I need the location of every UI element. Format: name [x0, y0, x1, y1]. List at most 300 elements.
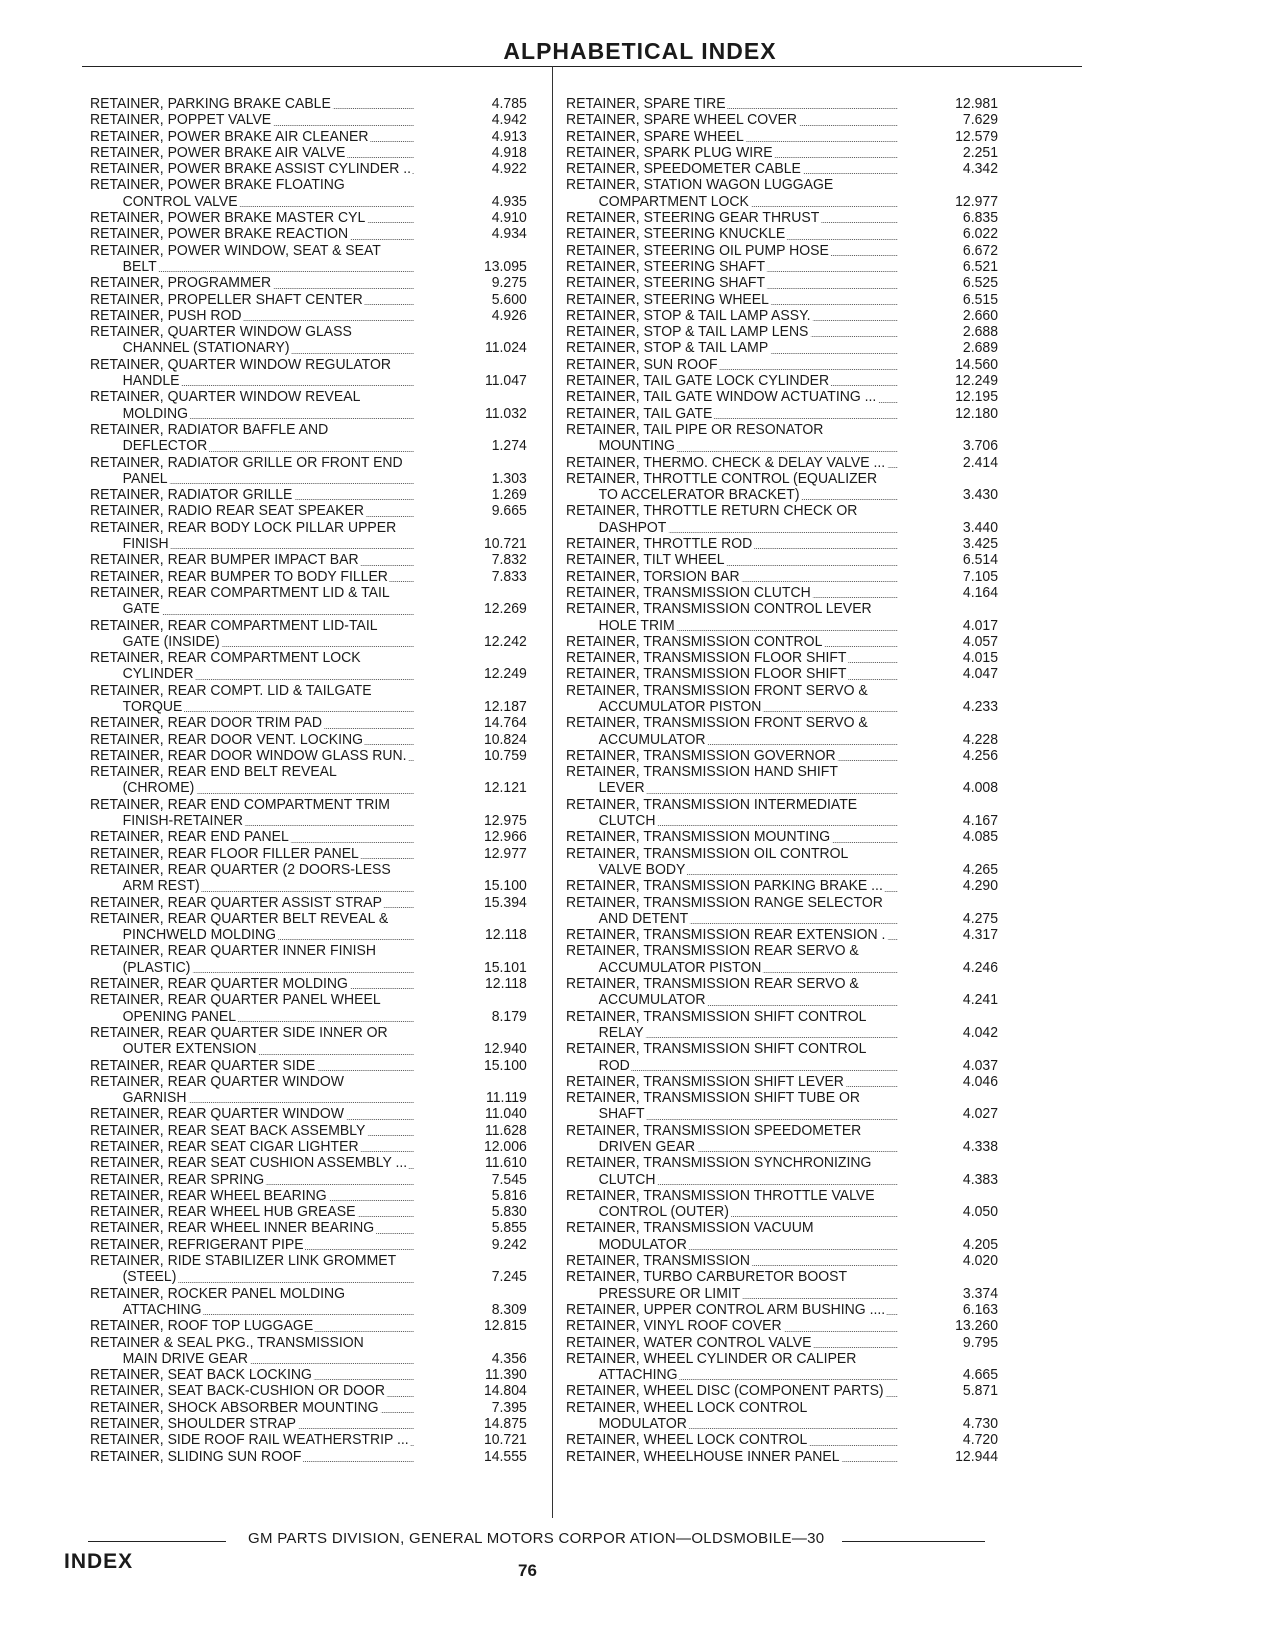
entry-page-ref: 12.269: [483, 601, 527, 618]
entry-page-ref: 4.665: [962, 1367, 998, 1384]
entry-text: (PLASTIC): [90, 960, 192, 976]
entry-text: RETAINER, TAIL GATE: [566, 405, 713, 422]
entry-text: RETAINER, THROTTLE ROD: [566, 536, 753, 553]
entry-text: RETAINER, UPPER CONTROL ARM BUSHING ....: [566, 1301, 886, 1318]
index-entry: [90, 780, 527, 796]
entry-text: RETAINER, REAR BODY LOCK PILLAR UPPER: [90, 519, 397, 536]
entry-text: RETAINER, REAR QUARTER MOLDING: [90, 976, 348, 993]
entry-text: RETAINER, WHEEL DISC (COMPONENT PARTS): [566, 1383, 884, 1400]
index-entry: [90, 1253, 527, 1269]
entry-text: RETAINER, REAR QUARTER SIDE: [90, 1057, 316, 1074]
entry-page-ref: 2.689: [962, 340, 998, 357]
index-entry: [90, 210, 527, 226]
index-entry: [90, 340, 527, 356]
entry-page-ref: 6.521: [962, 258, 998, 275]
index-entry: [90, 324, 527, 340]
entry-page-ref: 4.926: [491, 307, 527, 324]
index-entry: [566, 976, 998, 992]
index-entry: [90, 357, 527, 373]
entry-text: RETAINER, TAIL GATE LOCK CYLINDER: [566, 373, 830, 390]
index-entry: [90, 145, 527, 161]
index-entry: [566, 438, 998, 454]
entry-page-ref: 3.374: [962, 1285, 998, 1302]
index-entry: [566, 536, 998, 552]
entry-page-ref: 5.600: [491, 291, 527, 308]
entry-text: RETAINER, STOP & TAIL LAMP: [566, 340, 769, 357]
entry-text: RETAINER, REAR QUARTER WINDOW: [90, 1106, 345, 1123]
entry-text: LEVER: [566, 780, 647, 796]
index-entry: [90, 585, 527, 601]
entry-text: TORQUE: [90, 699, 184, 715]
entry-text: RETAINER, TRANSMISSION HAND SHIFT: [566, 764, 838, 781]
entry-text: RETAINER, REAR SPRING: [90, 1171, 265, 1188]
entry-page-ref: 1.269: [491, 487, 527, 504]
index-entry: [90, 895, 527, 911]
index-entry: [90, 699, 527, 715]
entry-text: RETAINER, REAR DOOR WINDOW GLASS RUN.: [90, 747, 407, 764]
index-entry: [90, 732, 527, 748]
index-entry: [566, 992, 998, 1008]
index-entry: [90, 911, 527, 927]
index-entry: [566, 927, 998, 943]
entry-page-ref: 14.875: [483, 1416, 527, 1433]
entry-text: RETAINER, REAR FLOOR FILLER PANEL: [90, 845, 359, 862]
entry-text: ACCUMULATOR PISTON: [566, 960, 763, 976]
index-entry: [90, 650, 527, 666]
index-entry: [566, 1009, 998, 1025]
entry-page-ref: 4.922: [491, 161, 527, 178]
entry-text: RETAINER, TAIL GATE WINDOW ACTUATING ...: [566, 389, 877, 406]
entry-page-ref: 4.057: [962, 633, 998, 650]
index-entry: [566, 1449, 998, 1465]
entry-text: RETAINER, THROTTLE CONTROL (EQUALIZER: [566, 470, 878, 487]
entry-text: RETAINER, REAR COMPT. LID & TAILGATE: [90, 682, 372, 699]
entry-page-ref: 1.303: [491, 470, 527, 487]
index-entry: [566, 210, 998, 226]
index-entry: [90, 471, 527, 487]
entry-page-ref: 5.855: [491, 1220, 527, 1237]
index-entry: [90, 1106, 527, 1122]
index-entry: [566, 748, 998, 764]
index-entry: [90, 536, 527, 552]
entry-page-ref: 11.032: [484, 405, 527, 422]
entry-text: ACCUMULATOR: [566, 992, 707, 1008]
entry-text: RELAY: [566, 1025, 645, 1041]
entry-text: PANEL: [90, 471, 169, 487]
entry-text: RETAINER, TRANSMISSION SHIFT CONTROL: [566, 1008, 867, 1025]
entry-text: RETAINER, WATER CONTROL VALVE: [566, 1334, 812, 1351]
entry-text: RETAINER, STEERING OIL PUMP HOSE: [566, 242, 829, 259]
index-entry: [90, 715, 527, 731]
entry-text: RETAINER, ROOF TOP LUGGAGE: [90, 1318, 314, 1335]
entry-text: RETAINER, PUSH ROD: [90, 307, 242, 324]
index-entry: [566, 487, 998, 503]
column-divider: [552, 66, 553, 1518]
index-entry: [90, 1237, 527, 1253]
entry-text: RETAINER, SPARK PLUG WIRE: [566, 144, 773, 161]
entry-page-ref: 12.118: [484, 976, 527, 993]
index-entry: [90, 487, 527, 503]
entry-text: RETAINER, THERMO. CHECK & DELAY VALVE ...: [566, 454, 886, 471]
index-entry: [90, 1058, 527, 1074]
entry-text: RETAINER, TRANSMISSION FRONT SERVO &: [566, 715, 868, 732]
entry-text: RETAINER, REAR DOOR VENT. LOCKING: [90, 731, 363, 748]
entry-page-ref: 3.425: [962, 536, 998, 553]
entry-page-ref: 15.101: [483, 959, 527, 976]
entry-text: RETAINER, SIDE ROOF RAIL WEATHERSTRIP ...: [90, 1432, 409, 1449]
index-entry: [90, 618, 527, 634]
entry-page-ref: 4.017: [962, 617, 998, 634]
entry-text: MOLDING: [90, 406, 190, 422]
entry-page-ref: 4.015: [962, 650, 998, 667]
index-entry: [566, 389, 998, 405]
index-entry: [90, 177, 527, 193]
index-entry: [566, 357, 998, 373]
entry-page-ref: 4.720: [962, 1432, 998, 1449]
entry-text: RETAINER, TRANSMISSION SYNCHRONIZING: [566, 1155, 872, 1172]
entry-text: RETAINER, RADIO REAR SEAT SPEAKER: [90, 503, 365, 520]
entry-text: RETAINER, STOP & TAIL LAMP ASSY.: [566, 307, 811, 324]
entry-page-ref: 9.795: [962, 1334, 998, 1351]
entry-page-ref: 4.167: [962, 813, 998, 830]
entry-text: OUTER EXTENSION: [90, 1041, 258, 1057]
page-title: ALPHABETICAL INDEX: [503, 38, 777, 64]
entry-page-ref: 12.006: [483, 1139, 527, 1155]
entry-text: OPENING PANEL: [90, 1009, 238, 1025]
entry-page-ref: 4.290: [962, 878, 998, 895]
entry-text: RETAINER, STEERING SHAFT: [566, 258, 766, 275]
index-entry: [566, 829, 998, 845]
index-entry: [90, 1041, 527, 1057]
entry-text: RETAINER, REAR QUARTER PANEL WHEEL: [90, 992, 381, 1009]
entry-text: RETAINER, REAR WHEEL BEARING: [90, 1187, 327, 1204]
entry-text: RETAINER, SPARE TIRE: [566, 96, 726, 112]
index-entry: [90, 1449, 527, 1465]
index-entry: [90, 1025, 527, 1041]
entry-page-ref: 4.228: [962, 731, 998, 748]
entry-page-ref: 4.085: [962, 829, 998, 846]
index-entry: [90, 1367, 527, 1383]
entry-page-ref: 12.195: [955, 389, 998, 406]
entry-text: RETAINER, REAR QUARTER BELT REVEAL &: [90, 910, 389, 927]
entry-page-ref: 11.040: [484, 1106, 527, 1123]
index-entry: [90, 927, 527, 943]
entry-page-ref: 4.246: [962, 959, 998, 976]
entry-text: (CHROME): [90, 780, 196, 796]
entry-page-ref: 9.665: [491, 503, 527, 520]
index-entry: [90, 666, 527, 682]
index-entry: [90, 1335, 527, 1351]
index-entry: [566, 1106, 998, 1122]
entry-text: RETAINER, POWER BRAKE FLOATING: [90, 177, 345, 194]
entry-text: RETAINER, SPARE WHEEL: [566, 128, 744, 145]
entry-text: ACCUMULATOR: [566, 732, 707, 748]
entry-text: RETAINER, RIDE STABILIZER LINK GROMMET: [90, 1253, 397, 1270]
entry-page-ref: 4.265: [962, 861, 998, 878]
entry-text: RETAINER, SHOCK ABSORBER MOUNTING: [90, 1399, 379, 1416]
entry-text: RETAINER, STEERING SHAFT: [566, 275, 766, 292]
index-entry: [566, 1253, 998, 1269]
index-entry: [90, 1416, 527, 1432]
index-entry: [566, 503, 998, 519]
entry-text: RETAINER, TRANSMISSION FLOOR SHIFT: [566, 650, 847, 667]
entry-page-ref: 4.338: [962, 1139, 998, 1155]
index-entry: [566, 960, 998, 976]
entry-text: RETAINER, TRANSMISSION VACUUM: [566, 1220, 814, 1237]
entry-text: RETAINER, TRANSMISSION THROTTLE VALVE: [566, 1187, 875, 1204]
entry-text: RETAINER, REAR END BELT REVEAL: [90, 764, 337, 781]
entry-page-ref: 14.764: [483, 715, 527, 732]
index-entry: [90, 683, 527, 699]
entry-text: RETAINER, REAR COMPARTMENT LID & TAIL: [90, 584, 390, 601]
entry-text: RETAINER, POPPET VALVE: [90, 112, 272, 129]
index-entry: [566, 520, 998, 536]
entry-text: RETAINER, TILT WHEEL: [566, 552, 725, 569]
entry-text: RETAINER, TURBO CARBURETOR BOOST: [566, 1269, 848, 1286]
entry-text: RETAINER, ROCKER PANEL MOLDING: [90, 1285, 346, 1302]
entry-page-ref: 6.022: [962, 226, 998, 243]
index-entry: [90, 226, 527, 242]
entry-text: HANDLE: [90, 373, 181, 389]
index-entry: [566, 552, 998, 568]
index-entry: [90, 275, 527, 291]
index-entry: [566, 569, 998, 585]
index-entry: [90, 1383, 527, 1399]
page-number: 76: [518, 1561, 537, 1580]
index-entry: [566, 813, 998, 829]
entry-text: RETAINER, TORSION BAR: [566, 568, 740, 585]
entry-page-ref: 6.835: [962, 210, 998, 227]
entry-text: GATE: [90, 601, 162, 617]
entry-page-ref: 4.730: [962, 1416, 998, 1433]
entry-text: RETAINER, POWER BRAKE MASTER CYL: [90, 210, 366, 227]
entry-page-ref: 4.050: [962, 1204, 998, 1221]
entry-page-ref: 13.095: [483, 258, 527, 275]
index-entry: [566, 1188, 998, 1204]
entry-page-ref: 7.629: [962, 112, 998, 129]
entry-page-ref: 4.275: [962, 910, 998, 927]
entry-text: RETAINER, REAR END COMPARTMENT TRIM: [90, 796, 390, 813]
entry-page-ref: 12.180: [955, 405, 998, 422]
index-entry: [90, 569, 527, 585]
index-entry: [566, 1041, 998, 1057]
entry-page-ref: 4.205: [962, 1236, 998, 1253]
entry-page-ref: 6.672: [962, 242, 998, 259]
index-entry: [566, 422, 998, 438]
entry-text: RETAINER, SHOULDER STRAP: [90, 1416, 297, 1433]
entry-text: RETAINER, REAR QUARTER INNER FINISH: [90, 943, 376, 960]
index-entry: [566, 943, 998, 959]
entry-text: RETAINER, REAR COMPARTMENT LOCK: [90, 650, 361, 667]
index-entry: [566, 634, 998, 650]
index-entry: [90, 813, 527, 829]
index-entry: [566, 161, 998, 177]
entry-page-ref: 11.024: [484, 340, 527, 357]
right-index-column: [566, 96, 1016, 1465]
entry-page-ref: 8.179: [491, 1008, 527, 1025]
index-entry: [566, 1269, 998, 1285]
entry-text: CONTROL (OUTER): [566, 1204, 731, 1220]
entry-page-ref: 6.163: [962, 1301, 998, 1318]
entry-page-ref: 7.833: [491, 568, 527, 585]
entry-text: RETAINER, REAR QUARTER (2 DOORS-LESS: [90, 861, 391, 878]
entry-text: RETAINER, TRANSMISSION GOVERNOR: [566, 747, 836, 764]
entry-page-ref: 4.342: [962, 161, 998, 178]
index-entry: [566, 471, 998, 487]
entry-page-ref: 12.242: [483, 633, 527, 650]
index-entry: [566, 1400, 998, 1416]
entry-text: RETAINER, STEERING KNUCKLE: [566, 226, 786, 243]
entry-page-ref: 6.515: [962, 291, 998, 308]
entry-page-ref: 4.241: [962, 992, 998, 1009]
entry-text: ROD: [566, 1058, 632, 1074]
index-entry: [90, 1172, 527, 1188]
entry-text: RETAINER, WHEEL LOCK CONTROL: [566, 1399, 808, 1416]
entry-page-ref: 10.759: [483, 747, 527, 764]
entry-text: RETAINER, POWER BRAKE AIR CLEANER: [90, 128, 369, 145]
entry-page-ref: 10.721: [483, 1432, 527, 1449]
index-entry: [90, 1400, 527, 1416]
entry-text: RETAINER, REAR SEAT CUSHION ASSEMBLY ...: [90, 1155, 408, 1172]
index-entry: [566, 878, 998, 894]
index-entry: [566, 324, 998, 340]
index-entry: [90, 1090, 527, 1106]
entry-text: RETAINER, PROGRAMMER: [90, 275, 272, 292]
entry-page-ref: 11.047: [484, 373, 527, 390]
entry-text: RETAINER, TRANSMISSION FRONT SERVO &: [566, 682, 868, 699]
entry-text: RETAINER, TAIL PIPE OR RESONATOR: [566, 421, 824, 438]
index-entry: [566, 1335, 998, 1351]
entry-text: MAIN DRIVE GEAR: [90, 1351, 250, 1367]
index-entry: [566, 585, 998, 601]
entry-text: RETAINER, SEAT BACK LOCKING: [90, 1367, 312, 1384]
entry-text: DEFLECTOR: [90, 438, 209, 454]
entry-text: RETAINER, POWER BRAKE ASSIST CYLINDER ..: [90, 161, 412, 178]
index-entry: [566, 1383, 998, 1399]
entry-text: DASHPOT: [566, 520, 668, 536]
index-entry: [90, 503, 527, 519]
entry-text: RETAINER, REAR WHEEL INNER BEARING: [90, 1220, 375, 1237]
index-entry: [90, 1269, 527, 1285]
entry-page-ref: 4.942: [491, 112, 527, 129]
entry-text: GARNISH: [90, 1090, 188, 1106]
entry-text: RETAINER, POWER BRAKE AIR VALVE: [90, 144, 346, 161]
index-entry: [566, 112, 998, 128]
index-entry: [90, 748, 527, 764]
index-entry: [566, 650, 998, 666]
entry-page-ref: 5.830: [491, 1204, 527, 1221]
entry-page-ref: 11.119: [486, 1090, 527, 1107]
index-entry: [566, 259, 998, 275]
entry-page-ref: 11.390: [484, 1367, 527, 1384]
entry-page-ref: 4.913: [491, 128, 527, 145]
entry-page-ref: 4.317: [962, 927, 998, 944]
entry-text: CLUTCH: [566, 813, 657, 829]
index-entry: [90, 194, 527, 210]
index-entry: [566, 1139, 998, 1155]
index-entry: [90, 960, 527, 976]
index-entry: [90, 422, 527, 438]
entry-text: CHANNEL (STATIONARY): [90, 340, 291, 356]
index-entry: [90, 1351, 527, 1367]
index-entry: [566, 194, 998, 210]
entry-text: RETAINER, REAR BUMPER TO BODY FILLER: [90, 568, 388, 585]
index-entry: [90, 161, 527, 177]
entry-page-ref: 12.118: [484, 927, 527, 944]
entry-page-ref: 12.966: [483, 829, 527, 846]
entry-text: (STEEL): [90, 1269, 178, 1285]
entry-page-ref: 14.804: [483, 1383, 527, 1400]
entry-page-ref: 7.245: [491, 1269, 527, 1286]
entry-text: RETAINER, REAR SEAT CIGAR LIGHTER: [90, 1139, 359, 1155]
entry-page-ref: 4.935: [491, 193, 527, 210]
entry-page-ref: 4.020: [962, 1253, 998, 1270]
entry-text: SHAFT: [566, 1106, 646, 1122]
index-entry: [90, 1155, 527, 1171]
entry-page-ref: 4.910: [491, 210, 527, 227]
entry-text: RETAINER, TRANSMISSION CONTROL: [566, 633, 823, 650]
entry-page-ref: 4.256: [962, 747, 998, 764]
entry-text: GATE (INSIDE): [90, 634, 222, 650]
entry-text: RETAINER, WHEEL LOCK CONTROL: [566, 1432, 808, 1449]
entry-text: RETAINER, QUARTER WINDOW REVEAL: [90, 389, 361, 406]
entry-text: RETAINER, REAR END PANEL: [90, 829, 289, 846]
index-entry: [90, 797, 527, 813]
index-entry: [566, 683, 998, 699]
index-entry: [90, 943, 527, 959]
index-entry: [566, 1155, 998, 1171]
index-entry: [566, 340, 998, 356]
index-entry: [90, 406, 527, 422]
index-entry: [566, 96, 998, 112]
entry-text: RETAINER, TRANSMISSION SHIFT TUBE OR: [566, 1090, 860, 1107]
index-entry: [566, 1302, 998, 1318]
index-entry: [566, 846, 998, 862]
entry-text: RETAINER, TRANSMISSION FLOOR SHIFT: [566, 666, 847, 683]
entry-text: RETAINER, TRANSMISSION: [566, 1253, 750, 1270]
entry-text: RETAINER, STOP & TAIL LAMP LENS: [566, 324, 809, 341]
entry-page-ref: 2.414: [962, 454, 998, 471]
entry-page-ref: 12.940: [483, 1041, 527, 1058]
entry-page-ref: 4.042: [962, 1024, 998, 1041]
entry-page-ref: 7.545: [491, 1171, 527, 1188]
index-entry: [566, 1367, 998, 1383]
entry-text: RETAINER, STEERING GEAR THRUST: [566, 210, 820, 227]
entry-page-ref: 4.383: [962, 1171, 998, 1188]
entry-text: RETAINER, TRANSMISSION PARKING BRAKE ...: [566, 878, 883, 895]
index-entry: [90, 992, 527, 1008]
index-entry: [566, 732, 998, 748]
entry-text: RETAINER, RADIATOR BAFFLE AND: [90, 421, 329, 438]
entry-page-ref: 12.944: [955, 1448, 998, 1465]
index-entry: [566, 1318, 998, 1334]
index-entry: [566, 666, 998, 682]
entry-page-ref: 4.934: [491, 226, 527, 243]
index-entry: [90, 389, 527, 405]
entry-page-ref: 2.688: [962, 324, 998, 341]
entry-text: HOLE TRIM: [566, 618, 677, 634]
entry-text: RETAINER, SEAT BACK-CUSHION OR DOOR: [90, 1383, 386, 1400]
index-entry: [90, 829, 527, 845]
entry-text: RETAINER, STATION WAGON LUGGAGE: [566, 177, 834, 194]
entry-text: RETAINER, POWER BRAKE REACTION: [90, 226, 349, 243]
index-entry: [566, 129, 998, 145]
entry-page-ref: 3.706: [962, 438, 998, 455]
section-label: INDEX: [64, 1550, 134, 1573]
entry-text: RETAINER, TRANSMISSION SHIFT LEVER: [566, 1073, 844, 1090]
index-entry: [566, 797, 998, 813]
entry-text: RETAINER, TRANSMISSION INTERMEDIATE: [566, 796, 858, 813]
